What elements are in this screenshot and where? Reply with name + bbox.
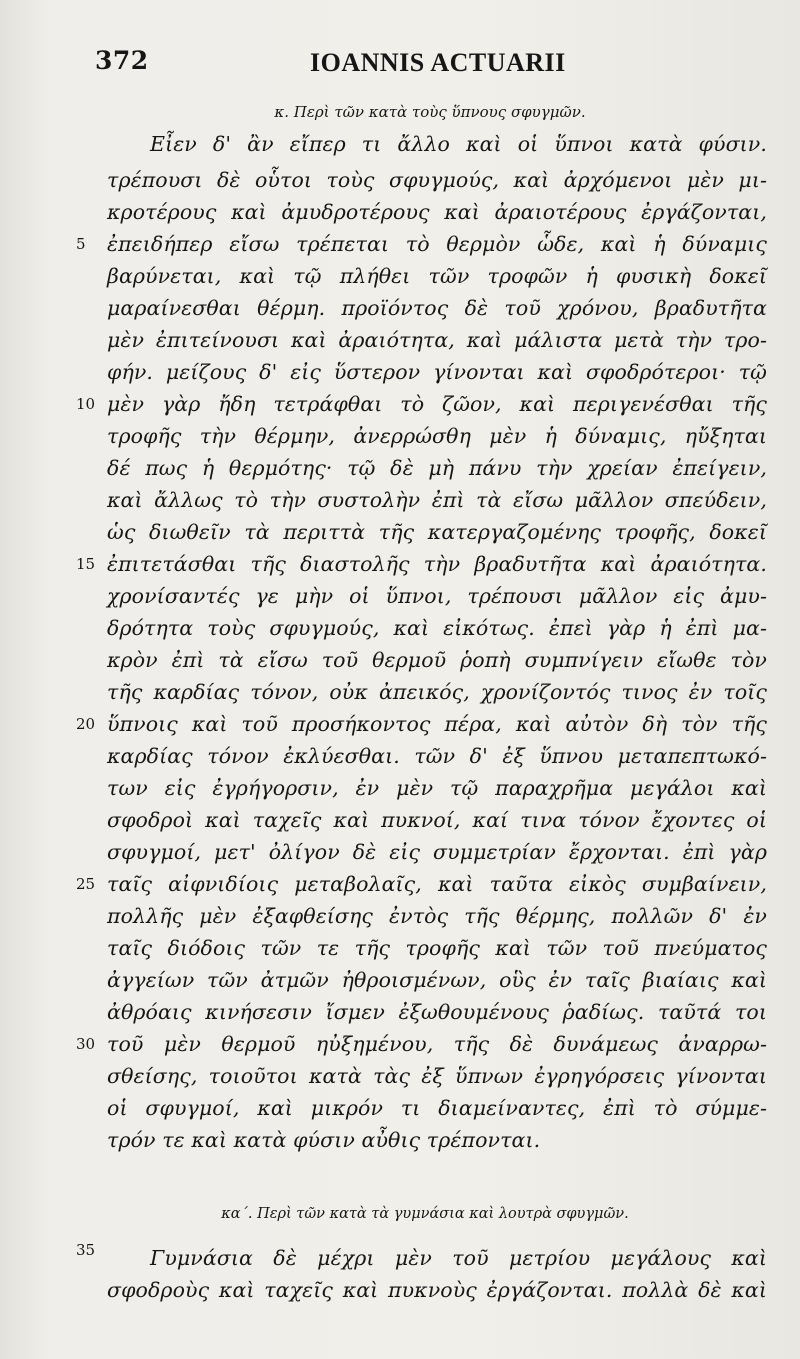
text-line: ταῖς αἰφνιδίοις μεταβολαῖς, καὶ ταῦτα εἰκὸς συμβαίνειν,: [107, 872, 767, 896]
line-number: 25: [76, 875, 96, 893]
text-line: των εἰς ἐγρήγορσιν, ἐν μὲν τῷ παραχρῆμα μεγάλοι καὶ: [107, 776, 767, 800]
line-number: 30: [76, 1035, 96, 1053]
text-line: κρὸν ἐπὶ τὰ εἴσω τοῦ θερμοῦ ῥοπὴ συμπνίγειν εἴωθε τὸν: [107, 648, 767, 672]
text-line: μὲν ἐπιτείνουσι καὶ ἀραιότητα, καὶ μάλιστα μετὰ τὴν τρο-: [107, 328, 767, 352]
section-heading: κα΄. Περὶ τῶν κατὰ τὰ γυμνάσια καὶ λουτρὰ σφυγμῶν.: [221, 1206, 629, 1222]
text-line: σφοδροὺς καὶ ταχεῖς καὶ πυκνοὺς ἐργάζονται. πολλὰ δὲ καὶ: [107, 1278, 767, 1302]
text-line: ταῖς διόδοις τῶν τε τῆς τροφῆς καὶ τῶν τοῦ πνεύματος: [107, 936, 767, 960]
line-number: 15: [76, 555, 96, 573]
text-line: Εἶεν δ' ἂν εἴπερ τι ἄλλο καὶ οἱ ὕπνοι κατὰ φύσιν.: [150, 132, 767, 156]
text-line: μαραίνεσθαι θέρμη. προϊόντος δὲ τοῦ χρόνου, βραδυτῆτα: [107, 296, 767, 320]
line-number: 10: [76, 395, 96, 413]
text-line: δρότητα τοὺς σφυγμούς, καὶ εἰκότως. ἐπεὶ γὰρ ἡ ἐπὶ μα-: [107, 616, 767, 640]
page-header: [95, 46, 775, 86]
text-line: φήν. μείζους δ' εἰς ὕστερον γίνονται καὶ σφοδρότεροι· τῷ: [107, 360, 767, 384]
text-line: μὲν γὰρ ἤδη τετράφθαι τὸ ζῶον, καὶ περιγενέσθαι τῆς: [107, 392, 767, 416]
text-line: ὡς διωθεῖν τὰ περιττὰ τῆς κατεργαζομένης τροφῆς, δοκεῖ: [107, 520, 767, 544]
text-line: καὶ ἄλλως τὸ τὴν συστολὴν ἐπὶ τὰ εἴσω μᾶλλον σπεύδειν,: [107, 488, 767, 512]
text-line: καρδίας τόνον ἐκλύεσθαι. τῶν δ' ἐξ ὕπνου μεταπεπτωκό-: [107, 744, 767, 768]
text-line: δέ πως ἡ θερμότης· τῷ δὲ μὴ πάνυ τὴν χρείαν ἐπείγειν,: [107, 456, 767, 480]
text-line: ἀγγείων τῶν ἀτμῶν ἠθροισμένων, οὓς ἐν ταῖς βιαίαις καὶ: [107, 968, 767, 992]
line-number: 35: [76, 1241, 96, 1259]
text-line: ἐπειδήπερ εἴσω τρέπεται τὸ θερμὸν ὧδε, καὶ ἡ δύναμις: [107, 232, 767, 256]
text-line: τοῦ μὲν θερμοῦ ηὐξημένου, τῆς δὲ δυνάμεως ἀναρρω-: [107, 1032, 767, 1056]
text-line: Γυμνάσια δὲ μέχρι μὲν τοῦ μετρίου μεγάλους καὶ: [150, 1246, 767, 1270]
section-heading: κ. Περὶ τῶν κατὰ τοὺς ὕπνους σφυγμῶν.: [274, 103, 586, 121]
text-line: σθείσης, τοιοῦτοι κατὰ τὰς ἐξ ὕπνων ἐγρηγόρσεις γίνονται: [107, 1064, 767, 1088]
text-line: ὕπνοις καὶ τοῦ προσήκοντος πέρα, καὶ αὐτὸν δὴ τὸν τῆς: [107, 712, 767, 736]
text-line: τῆς καρδίας τόνον, οὐκ ἀπεικός, χρονίζοντός τινος ἐν τοῖς: [107, 680, 767, 704]
text-line: κροτέρους καὶ ἀμυδροτέρους καὶ ἀραιοτέρους ἐργάζονται,: [107, 200, 767, 224]
running-title: IOANNIS ACTUARII: [310, 48, 566, 77]
text-line: τροφῆς τὴν θέρμην, ἀνερρώσθη μὲν ἡ δύναμις, ηὔξηται: [107, 424, 767, 448]
line-number: 20: [76, 715, 96, 733]
text-line: πολλῆς μὲν ἐξαφθείσης ἐντὸς τῆς θέρμης, πολλῶν δ' ἐν: [107, 904, 767, 928]
text-line: χρονίσαντές γε μὴν οἱ ὕπνοι, τρέπουσι μᾶλλον εἰς ἀμυ-: [107, 584, 767, 608]
text-line: βαρύνεται, καὶ τῷ πλήθει τῶν τροφῶν ἡ φυσικὴ δοκεῖ: [107, 264, 767, 288]
text-line: οἱ σφυγμοί, καὶ μικρόν τι διαμείναντες, ἐπὶ τὸ σύμμε-: [107, 1096, 767, 1120]
text-line: τρέπουσι δὲ οὗτοι τοὺς σφυγμούς, καὶ ἀρχόμενοι μὲν μι-: [107, 168, 767, 192]
text-line: σφυγμοί, μετ' ὀλίγον δὲ εἰς συμμετρίαν ἔρχονται. ἐπὶ γὰρ: [107, 840, 767, 864]
text-line: ἐπιτετάσθαι τῆς διαστολῆς τὴν βραδυτῆτα καὶ ἀραιότητα.: [107, 552, 767, 576]
page-number: 372: [95, 46, 149, 75]
text-line: σφοδροὶ καὶ ταχεῖς καὶ πυκνοί, καί τινα τόνον ἔχοντες οἱ: [107, 808, 767, 832]
text-line: τρόν τε καὶ κατὰ φύσιν αὖθις τρέπονται.: [107, 1128, 541, 1152]
line-number: 5: [76, 235, 86, 253]
text-line: ἀθρόαις κινήσεσιν ἴσμεν ἐξωθουμένους ῥαδίως. ταῦτά τοι: [107, 1000, 767, 1024]
